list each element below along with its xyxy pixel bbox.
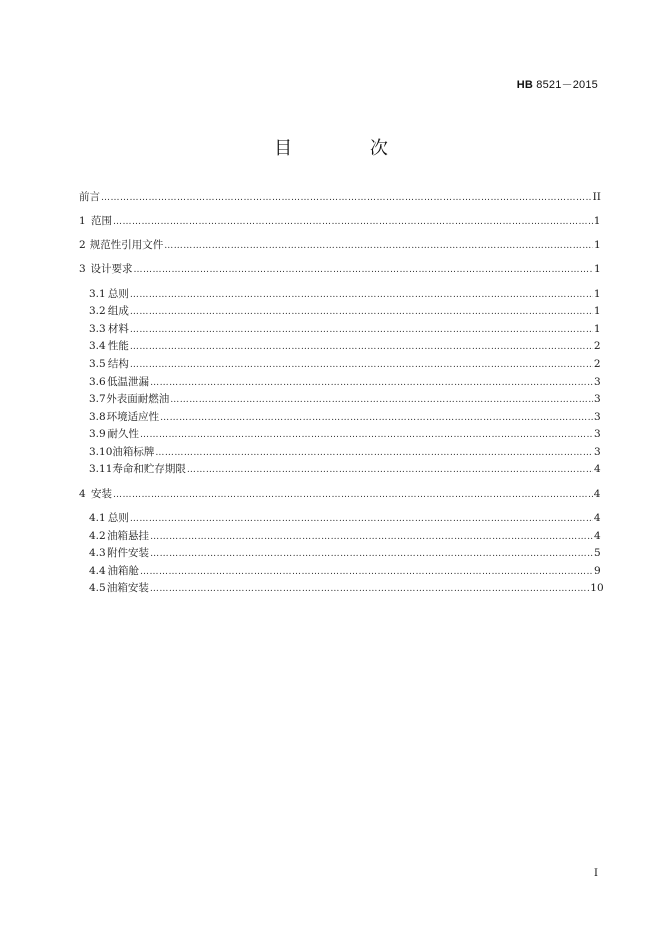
toc-entry-number: 3.1 [89, 288, 106, 300]
toc-dot-leader [133, 262, 592, 277]
toc-entry[interactable] [89, 529, 601, 543]
toc-entry-label: 油箱安装 [106, 582, 149, 594]
toc-entry-number: 3.4 [89, 340, 106, 352]
toc-entry-label: 性能 [107, 340, 129, 352]
toc-entry[interactable] [89, 427, 601, 441]
toc-entry-page: 4 [594, 530, 601, 542]
toc-entry-number: 2 [79, 239, 86, 251]
toc-entry-page: 3 [594, 376, 601, 388]
toc-dot-leader [130, 511, 593, 526]
toc-entry-page: 10 [590, 582, 604, 594]
toc-entry[interactable] [89, 445, 601, 459]
toc-dot-leader [170, 392, 593, 407]
toc-entry[interactable] [89, 357, 601, 371]
toc-entry-label: 范围 [91, 215, 112, 227]
toc-dot-leader [130, 322, 593, 337]
toc-entry-page: 1 [593, 305, 601, 317]
toc-entry-page: II [592, 191, 601, 203]
toc-entry-page: 1 [593, 215, 601, 227]
toc-dot-leader [140, 564, 593, 579]
toc-entry[interactable] [89, 304, 601, 318]
toc-entry-number: 4.2 [89, 530, 106, 542]
toc-entry[interactable] [89, 322, 601, 336]
toc-entry-number: 3.3 [89, 323, 106, 335]
toc-entry-label: 总则 [107, 512, 129, 524]
toc-dot-leader [150, 546, 593, 561]
toc-entry-label: 总则 [107, 288, 129, 300]
page-title: 目 次 [274, 138, 424, 159]
toc-entry[interactable] [79, 487, 601, 501]
toc-dot-leader [164, 238, 593, 253]
toc-entry-page: 1 [594, 239, 601, 251]
toc-dot-leader [130, 357, 593, 372]
toc-entry-label: 安装 [91, 488, 112, 500]
toc-entry-page: 9 [594, 565, 601, 577]
toc-entry-number: 3.2 [89, 305, 106, 317]
toc-entry[interactable] [79, 214, 601, 228]
toc-entry-number: 3.10 [89, 446, 113, 458]
toc-entry[interactable] [79, 238, 601, 252]
toc-entry-label: 环境适应性 [106, 411, 160, 423]
toc-entry-label: 低温泄漏 [107, 376, 150, 388]
toc-dot-leader [101, 190, 592, 205]
toc-entry-label: 油箱悬挂 [107, 530, 150, 542]
toc-entry-page: 1 [593, 288, 601, 300]
toc-entry-page: 3 [594, 428, 601, 440]
toc-entry-label: 油箱舱 [107, 565, 139, 577]
standard-number: 8521－2015 [536, 79, 598, 91]
toc-dot-leader [140, 427, 593, 442]
toc-entry-label: 油箱标牌 [112, 446, 155, 458]
toc-dot-leader [150, 581, 589, 596]
toc-entry[interactable] [79, 190, 601, 204]
toc-entry-number: 4.5 [89, 582, 106, 594]
standard-prefix: HB [516, 79, 533, 91]
toc-dot-leader [155, 445, 593, 460]
toc-entry-number: 3.11 [89, 463, 113, 475]
toc-entry[interactable] [89, 511, 601, 525]
toc-entry-page: 4 [593, 488, 601, 500]
toc-entry-number: 3 [79, 263, 86, 275]
toc-entry-label: 设计要求 [90, 263, 133, 275]
toc-entry-page: 1 [593, 323, 601, 335]
toc-dot-leader [130, 339, 593, 354]
toc-entry-page: 4 [593, 512, 601, 524]
toc-dot-leader [150, 529, 593, 544]
toc-dot-leader [113, 214, 593, 229]
toc-entry-page: 2 [593, 340, 601, 352]
toc-entry[interactable] [89, 462, 601, 476]
toc-entry-number: 4.3 [89, 547, 106, 559]
toc-dot-leader [150, 375, 593, 390]
toc-entry-label: 寿命和贮存期限 [112, 463, 186, 475]
toc-entry-number: 1 [79, 215, 86, 227]
toc-entry-number: 3.8 [89, 411, 106, 423]
toc-entry-number: 3.9 [89, 428, 106, 440]
toc-entry-page: 2 [593, 358, 601, 370]
toc-entry-number: 4 [79, 488, 86, 500]
toc-entry[interactable] [79, 262, 601, 276]
toc-entry[interactable] [89, 339, 601, 353]
toc-dot-leader [160, 410, 593, 425]
toc-dot-leader [130, 287, 593, 302]
toc-entry-page: 3 [594, 393, 601, 405]
toc-entry-page: 3 [594, 446, 601, 458]
toc-entry-label: 外表面耐燃油 [106, 393, 170, 405]
toc-entry-page: 5 [594, 547, 601, 559]
toc-entry-number: 4.1 [89, 512, 106, 524]
toc-entry-label: 规范性引用文件 [89, 239, 164, 251]
toc-dot-leader [113, 487, 593, 502]
footer-page-number: I [594, 868, 598, 879]
toc-entry[interactable] [89, 410, 601, 424]
toc-entry-label: 组成 [107, 305, 129, 317]
toc-entry-number: 3.7 [89, 393, 106, 405]
toc-entry-label: 材料 [107, 323, 129, 335]
toc-entry-page: 3 [594, 411, 601, 423]
toc-entry-page: 1 [593, 263, 601, 275]
toc-entry-label: 结构 [107, 358, 129, 370]
standard-code [517, 76, 598, 92]
toc-entry-label: 附件安装 [107, 547, 150, 559]
toc-entry[interactable] [89, 392, 601, 406]
toc-dot-leader [187, 462, 593, 477]
toc-entry-label: 耐久性 [107, 428, 139, 440]
toc-entry-number: 3.6 [89, 376, 106, 388]
toc-dot-leader [130, 304, 593, 319]
toc-entry[interactable] [89, 564, 601, 578]
toc-entry[interactable] [89, 581, 604, 595]
toc-entry[interactable] [89, 287, 601, 301]
toc-entry-label: 前言 [79, 191, 100, 203]
toc-entry-page: 4 [594, 463, 601, 475]
toc-entry-number: 3.5 [89, 358, 106, 370]
toc-entry[interactable] [89, 375, 601, 389]
toc-entry[interactable] [89, 546, 601, 560]
toc-entry-number: 4.4 [89, 565, 106, 577]
